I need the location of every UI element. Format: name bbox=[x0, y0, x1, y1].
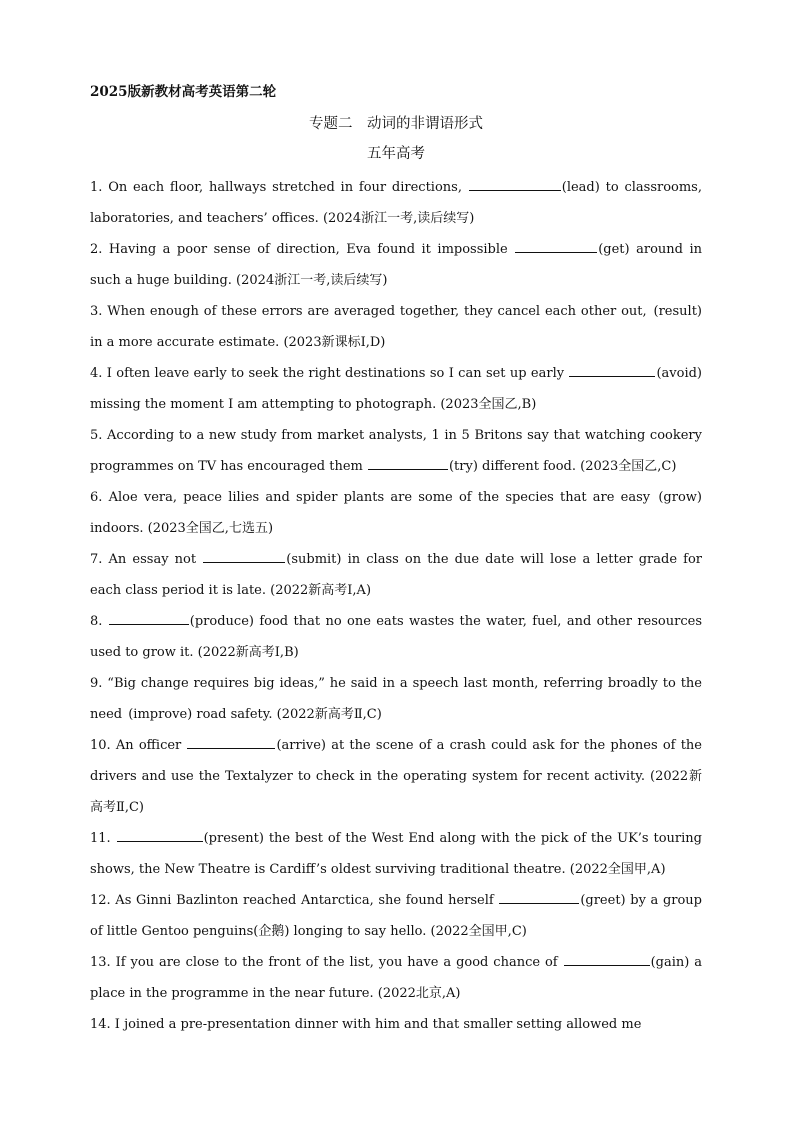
question-item bbox=[90, 544, 702, 606]
question-text: (present) the best of the West End along with the pick of the UK’s touring shows, the New Theatre is Cardiff’s oldest surviving traditional theatre. (2022全国甲,A) bbox=[90, 831, 702, 877]
question-text: 9. “Big change requires big ideas,” he said in a speech last month, referring broadly to the need bbox=[90, 676, 702, 722]
question-text: 2. Having a poor sense of direction, Eva found it impossible bbox=[90, 242, 515, 257]
question-text: (gain) a place in the programme in the near future. (2022北京,A) bbox=[90, 955, 702, 1001]
question-item bbox=[90, 1009, 702, 1040]
question-text: 6. Aloe vera, peace lilies and spider plants are some of the species that are easy bbox=[90, 490, 657, 505]
question-item bbox=[90, 358, 702, 420]
question-text: 13. If you are close to the front of the list, you have a good chance of bbox=[90, 955, 563, 970]
question-text: 14. I joined a pre-presentation dinner with him and that smaller setting allowed me bbox=[90, 1017, 642, 1032]
answer-blank[interactable] bbox=[569, 363, 655, 377]
answer-blank[interactable] bbox=[117, 828, 203, 842]
question-item bbox=[90, 823, 702, 885]
question-text: (avoid) missing the moment I am attempting to photograph. (2023全国乙,B) bbox=[90, 366, 702, 412]
question-item bbox=[90, 420, 702, 482]
question-text: 1. On each floor, hallways stretched in four directions, bbox=[90, 180, 468, 195]
answer-blank[interactable] bbox=[499, 890, 579, 904]
section-title: 专题二 动词的非谓语形式 bbox=[309, 116, 483, 132]
question-text: 10. An officer bbox=[90, 738, 187, 753]
answer-blank[interactable] bbox=[203, 549, 285, 563]
question-text: 4. I often leave early to seek the right destinations so I can set up early bbox=[90, 366, 569, 381]
question-item bbox=[90, 172, 702, 234]
question-text: 5. According to a new study from market analysts, 1 in 5 Britons say that watching cookery programmes on TV has encouraged them bbox=[90, 428, 702, 474]
document-page bbox=[90, 78, 702, 1040]
question-text: (submit) in class on the due date will lose a letter grade for each class period it is late. (2022新高考Ⅰ,A) bbox=[90, 552, 703, 598]
document-title: 2025版新教材高考英语第二轮 bbox=[90, 84, 277, 100]
question-text: (improve) road safety. (2022新高考Ⅱ,C) bbox=[128, 707, 382, 722]
question-text: 11. bbox=[90, 831, 116, 846]
question-text: (try) different food. (2023全国乙,C) bbox=[448, 459, 677, 474]
question-text: 7. An essay not bbox=[90, 552, 203, 567]
question-item bbox=[90, 234, 702, 296]
question-item bbox=[90, 482, 702, 544]
question-text: 3. When enough of these errors are averaged together, they cancel each other out, bbox=[90, 304, 652, 319]
question-text: 8. bbox=[90, 614, 108, 629]
answer-blank[interactable] bbox=[109, 611, 189, 625]
answer-blank[interactable] bbox=[564, 952, 650, 966]
sub-title: 五年高考 bbox=[367, 146, 425, 162]
question-text: (produce) food that no one eats wastes the water, fuel, and other resources used to grow it. (2022新高考Ⅰ,B) bbox=[90, 614, 702, 660]
answer-blank[interactable] bbox=[187, 735, 275, 749]
question-item bbox=[90, 668, 702, 730]
question-item bbox=[90, 730, 702, 823]
question-text: (arrive) at the scene of a crash could ask for the phones of the drivers and use the Textalyzer to check in the operating system for recent activity. (2022新高考Ⅱ,C) bbox=[90, 738, 702, 815]
question-item bbox=[90, 885, 702, 947]
answer-blank[interactable] bbox=[469, 177, 561, 191]
question-text: (grow) indoors. (2023全国乙,七选五) bbox=[90, 490, 702, 536]
question-text: (lead) to classrooms, laboratories, and teachers’ offices. (2024浙江一考,读后续写) bbox=[90, 180, 702, 226]
question-text: 12. As Ginni Bazlinton reached Antarctica, she found herself bbox=[90, 893, 499, 908]
answer-blank[interactable] bbox=[515, 239, 597, 253]
question-item bbox=[90, 947, 702, 1009]
answer-blank[interactable] bbox=[368, 456, 448, 470]
question-item bbox=[90, 296, 702, 358]
question-text: (get) around in such a huge building. (2024浙江一考,读后续写) bbox=[90, 242, 702, 288]
question-item bbox=[90, 606, 702, 668]
question-text: (result) in a more accurate estimate. (2023新课标Ⅰ,D) bbox=[90, 304, 702, 350]
question-text: (greet) by a group of little Gentoo penguins(企鹅) longing to say hello. (2022全国甲,C) bbox=[90, 893, 702, 939]
